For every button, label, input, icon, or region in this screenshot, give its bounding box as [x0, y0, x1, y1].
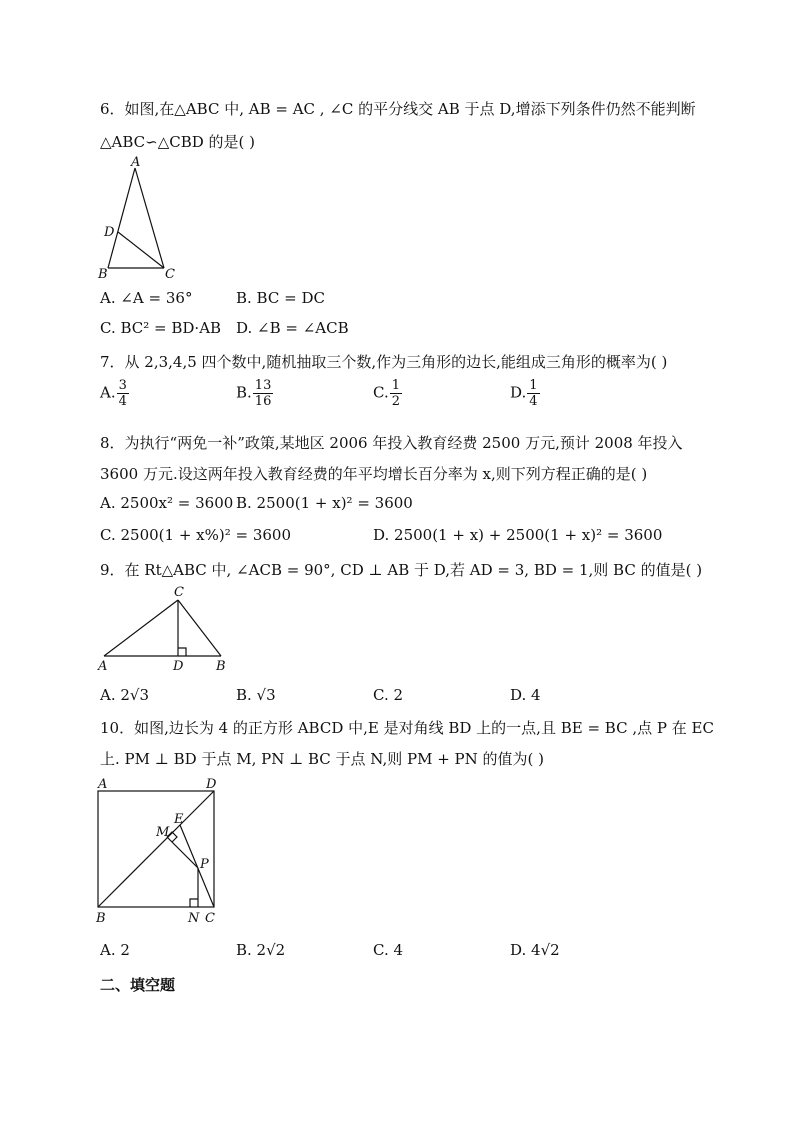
- denominator: 4: [529, 394, 538, 409]
- q6-stem-line1: 6．如图,在△ABC 中, AB = AC , ∠C 的平分线交 AB 于点 D,增添下列条件仍然不能判断: [100, 100, 696, 118]
- denominator: 16: [254, 394, 272, 409]
- q10-label-E: E: [174, 812, 184, 827]
- q7-option-b-label: B.: [236, 383, 252, 402]
- q7-option-c[interactable]: [373, 378, 402, 409]
- q10-option-c[interactable]: C. 4: [373, 941, 404, 959]
- q7-option-b-fraction: [253, 378, 274, 409]
- q10-stem-line1: 10．如图,边长为 4 的正方形 ABCD 中,E 是对角线 BD 上的一点,且 BE = BC ,点 P 在 EC: [100, 719, 714, 737]
- q9-label-C: C: [174, 585, 184, 600]
- q6-option-c[interactable]: C. BC² = BD·AB: [100, 319, 222, 337]
- q10-label-A: A: [98, 777, 108, 792]
- q6-label-B: B: [98, 267, 108, 282]
- q7-option-c-label: C.: [373, 383, 389, 402]
- q6-stem-line2: △ABC∽△CBD 的是( ): [100, 133, 256, 151]
- q7-option-d[interactable]: [510, 378, 540, 409]
- q10-option-d[interactable]: D. 4√2: [510, 941, 560, 959]
- q9-option-d[interactable]: D. 4: [510, 686, 541, 704]
- q9-label-A: A: [98, 659, 108, 674]
- q9-figure: [96, 584, 236, 674]
- q9-option-b[interactable]: B. √3: [236, 686, 276, 704]
- q10-label-M: M: [156, 825, 170, 840]
- q7-option-d-label: D.: [510, 383, 527, 402]
- q10-stem-line2: 上. PM ⊥ BD 于点 M, PN ⊥ BC 于点 N,则 PM + PN 的值为( ): [100, 750, 545, 768]
- q9-option-a[interactable]: A. 2√3: [100, 686, 150, 704]
- numerator: 3: [118, 378, 127, 393]
- q10-label-D: D: [206, 777, 217, 792]
- numerator: 13: [254, 378, 272, 393]
- q7-option-a[interactable]: [100, 378, 129, 409]
- q10-option-a[interactable]: A. 2: [100, 941, 130, 959]
- q8-stem-line1: 8．为执行“两免一补”政策,某地区 2006 年投入教育经费 2500 万元,预计 2008 年投入: [100, 434, 683, 452]
- q8-option-a[interactable]: A. 2500x² = 3600: [100, 494, 234, 512]
- q10-label-N: N: [188, 911, 200, 926]
- q7-stem: 7．从 2,3,4,5 四个数中,随机抽取三个数,作为三角形的边长,能组成三角形的概率为( ): [100, 353, 668, 371]
- numerator: 1: [529, 378, 538, 393]
- q9-option-c[interactable]: C. 2: [373, 686, 404, 704]
- q9-stem: 9．在 Rt△ABC 中, ∠ACB = 90°, CD ⊥ AB 于 D,若 AD = 3, BD = 1,则 BC 的值是( ): [100, 561, 703, 579]
- q10-label-P: P: [200, 857, 209, 872]
- q6-option-d[interactable]: D. ∠B = ∠ACB: [236, 319, 349, 337]
- q6-label-A: A: [131, 155, 141, 170]
- q6-option-a[interactable]: A. ∠A = 36°: [100, 289, 193, 307]
- q8-stem-line2: 3600 万元.设这两年投入教育经费的年平均增长百分率为 x,则下列方程正确的是( ): [100, 465, 648, 483]
- q10-label-C: C: [205, 911, 215, 926]
- section-heading-fill-in: 二、填空题: [100, 976, 176, 994]
- q6-figure: [90, 155, 190, 283]
- q9-label-B: B: [216, 659, 226, 674]
- q6-label-D: D: [104, 225, 115, 240]
- q8-option-c[interactable]: C. 2500(1 + x%)² = 3600: [100, 526, 292, 544]
- q7-option-a-label: A.: [100, 383, 116, 402]
- q10-figure: [88, 776, 228, 926]
- denominator: 4: [118, 394, 127, 409]
- q8-option-d[interactable]: D. 2500(1 + x) + 2500(1 + x)² = 3600: [373, 526, 663, 544]
- denominator: 2: [391, 394, 400, 409]
- q7-option-b[interactable]: [236, 378, 273, 409]
- q7-option-c-fraction: [390, 378, 402, 409]
- q9-label-D: D: [173, 659, 184, 674]
- q10-option-b[interactable]: B. 2√2: [236, 941, 286, 959]
- q8-option-b[interactable]: B. 2500(1 + x)² = 3600: [236, 494, 413, 512]
- q7-option-a-fraction: [117, 378, 129, 409]
- q7-option-d-fraction: [527, 378, 539, 409]
- numerator: 1: [391, 378, 400, 393]
- q6-label-C: C: [165, 267, 175, 282]
- q6-option-b[interactable]: B. BC = DC: [236, 289, 325, 307]
- q10-label-B: B: [96, 911, 106, 926]
